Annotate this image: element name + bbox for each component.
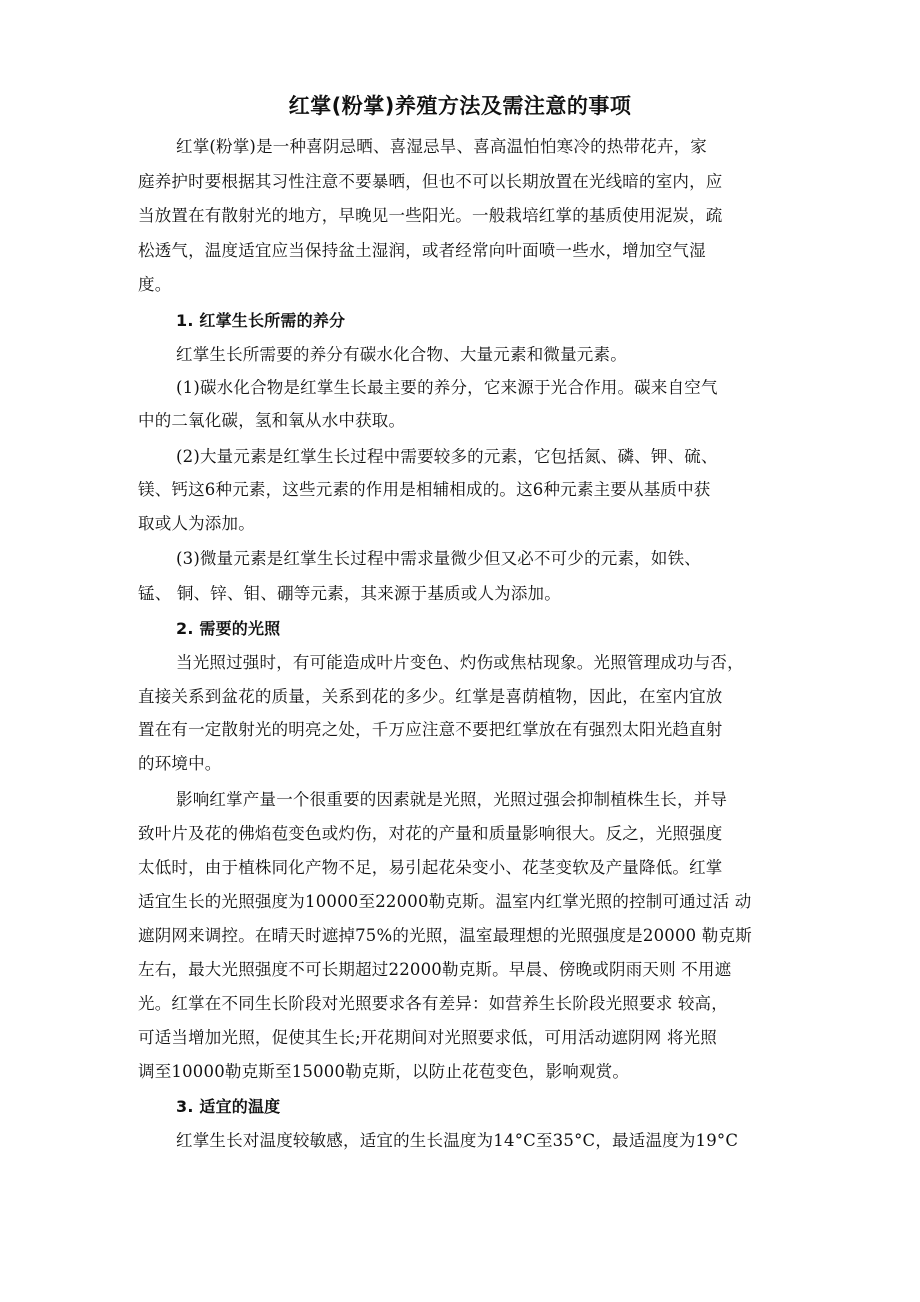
section-2-para-1-line-2: 直接关系到盆花的质量，关系到花的多少。红掌是喜荫植物，因此，在室内宜放 <box>138 687 723 706</box>
section-3-para-1-line-1: 红掌生长对温度较敏感，适宜的生长温度为14°C至35°C，最适温度为19°C <box>176 1131 739 1150</box>
section-1-item-2-line-1: (2)大量元素是红掌生长过程中需要较多的元素，它包括氮、磷、钾、硫、 <box>176 447 718 466</box>
section-2-para-1-line-3: 置在有一定散射光的明亮之处，千万应注意不要把红掌放在有强烈太阳光趋直射 <box>138 720 723 739</box>
section-2-para-2-line-8: 可适当增加光照，促使其生长;开花期间对光照要求低，可用活动遮阴网 将光照 <box>138 1028 718 1047</box>
section-2-para-2-line-1: 影响红掌产量一个很重要的因素就是光照，光照过强会抑制植株生长，并导 <box>176 790 728 809</box>
section-1-item-2-line-3: 取或人为添加。 <box>138 514 255 533</box>
intro-line-1: 红掌(粉掌)是一种喜阴忌晒、喜湿忌旱、喜高温怕怕寒冷的热带花卉，家 <box>176 137 707 156</box>
section-2-para-2-line-3: 太低时，由于植株同化产物不足，易引起花朵变小、花茎变软及产量降低。红掌 <box>138 858 723 877</box>
intro-line-3: 当放置在有散射光的地方，早晚见一些阳光。一般栽培红掌的基质使用泥炭，疏 <box>138 206 723 225</box>
section-1-item-1-line-1: (1)碳水化合物是红掌生长最主要的养分，它来源于光合作用。碳来自空气 <box>176 378 718 397</box>
section-2-para-2-line-2: 致叶片及花的佛焰苞变色或灼伤，对花的产量和质量影响很大。反之，光照强度 <box>138 824 723 843</box>
document-title: 红掌(粉掌)养殖方法及需注意的事项 <box>288 94 632 118</box>
intro-line-2: 庭养护时要根据其习性注意不要暴晒，但也不可以长期放置在光线暗的室内，应 <box>138 172 723 191</box>
section-2-para-1-line-1: 当光照过强时，有可能造成叶片变色、灼伤或焦枯现象。光照管理成功与否， <box>176 653 744 672</box>
section-2-para-1-line-4: 的环境中。 <box>138 754 222 773</box>
intro-line-4: 松透气，温度适宜应当保持盆土湿润，或者经常向叶面喷一些水，增加空气湿 <box>138 241 706 260</box>
section-1-item-3-line-1: (3)微量元素是红掌生长过程中需求量微少但又必不可少的元素，如铁、 <box>176 549 701 568</box>
section-2-para-2-line-6: 左右，最大光照强度不可长期超过22000勒克斯。早晨、傍晚或阴雨天则 不用遮 <box>138 960 732 979</box>
section-3-heading: 3. 适宜的温度 <box>176 1097 281 1116</box>
intro-line-5: 度。 <box>138 275 172 294</box>
section-1-lead: 红掌生长所需要的养分有碳水化合物、大量元素和微量元素。 <box>176 345 627 364</box>
section-2-para-2-line-5: 遮阴网来调控。在晴天时遮掉75%的光照，温室最理想的光照强度是20000 勒克斯 <box>138 926 752 945</box>
section-1-heading: 1. 红掌生长所需的养分 <box>176 311 346 330</box>
section-1-item-3-line-2: 锰、 铜、锌、钼、硼等元素，其来源于基质或人为添加。 <box>138 584 561 603</box>
section-2-para-2-line-4: 适宜生长的光照强度为10000至22000勒克斯。温室内红掌光照的控制可通过活 动 <box>138 892 752 911</box>
section-2-para-2-line-9: 调至10000勒克斯至15000勒克斯，以防止花苞变色，影响观赏。 <box>138 1062 630 1081</box>
section-1-item-1-line-2: 中的二氧化碳，氢和氧从水中获取。 <box>138 411 406 430</box>
section-1-item-2-line-2: 镁、钙这6种元素，这些元素的作用是相辅相成的。这6种元素主要从基质中获 <box>138 480 711 499</box>
section-2-heading: 2. 需要的光照 <box>176 619 281 638</box>
section-2-para-2-line-7: 光。红掌在不同生长阶段对光照要求各有差异：如营养生长阶段光照要求 较高， <box>138 994 728 1013</box>
